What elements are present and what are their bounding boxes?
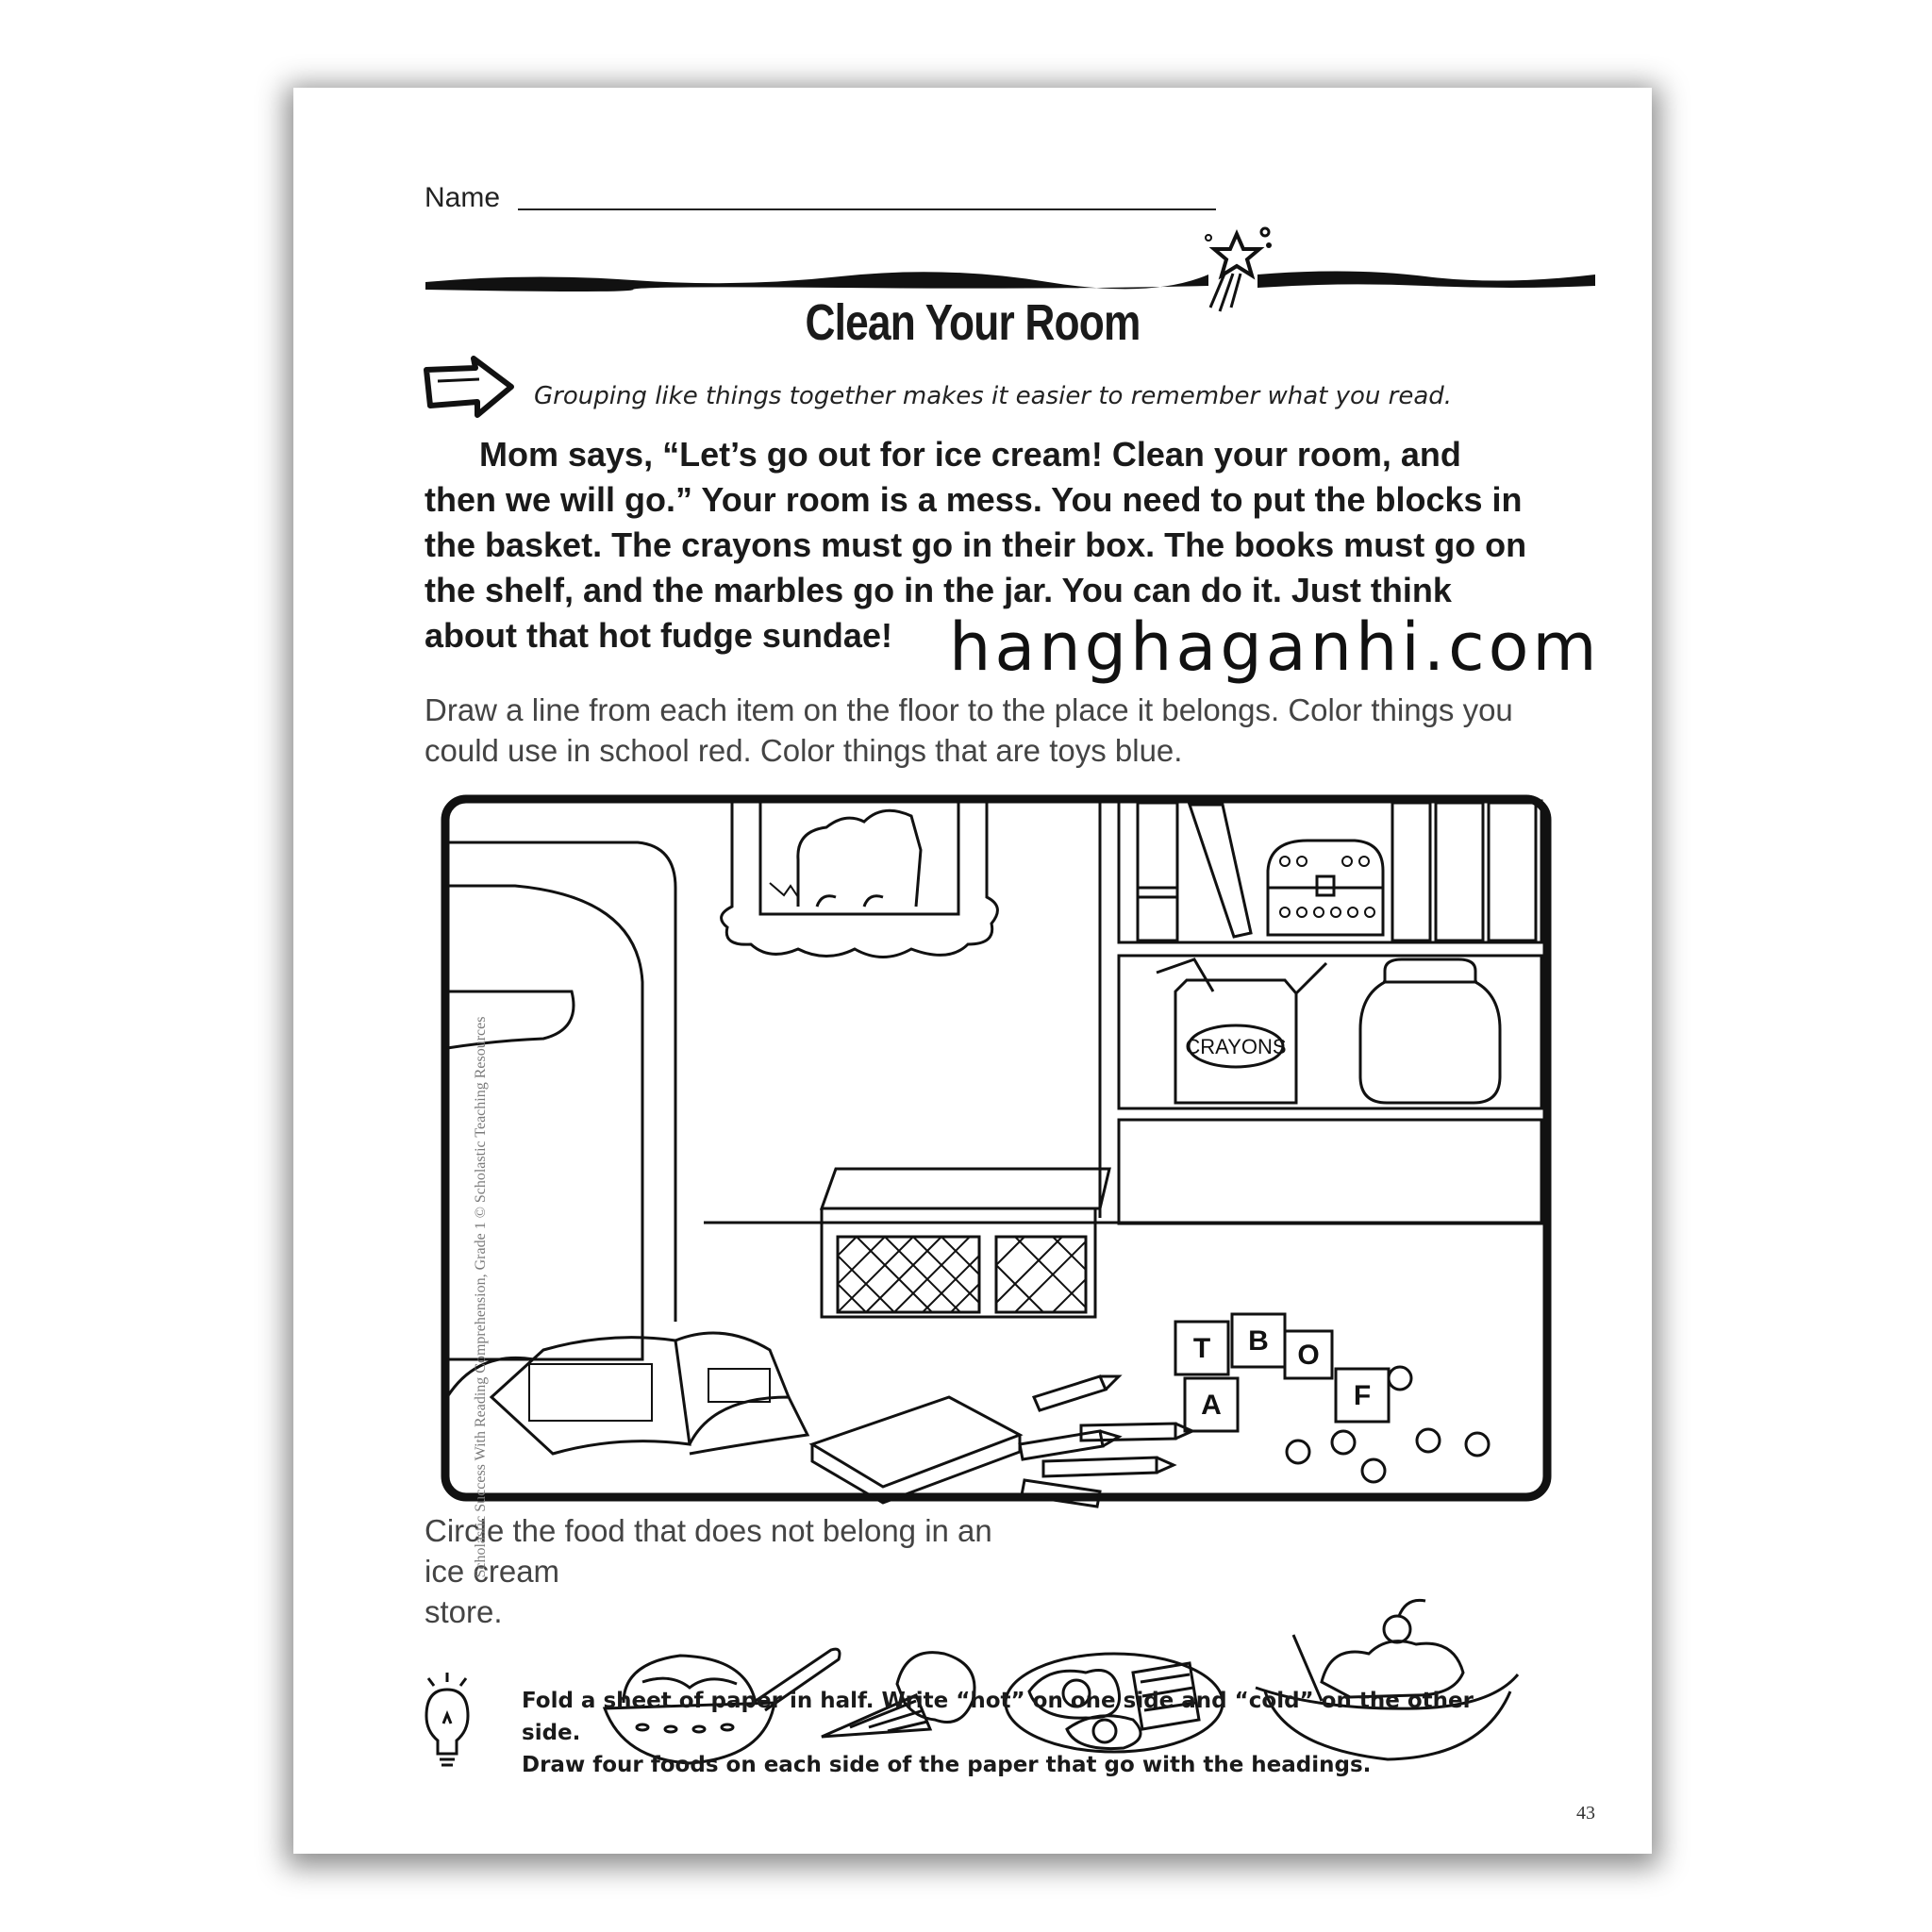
lightbulb-icon: [419, 1671, 475, 1774]
copyright-credit: Scholastic Success With Reading Comprehension, Grade 1 © Scholastic Teaching Resources: [473, 1016, 489, 1578]
worksheet-page: [293, 88, 1652, 1854]
block-letter-2: B: [1248, 1325, 1269, 1357]
extension-line-2: Draw four foods on each side of the paper that go with the headings.: [522, 1753, 1372, 1777]
block-letter-1: T: [1192, 1333, 1211, 1364]
page-title: Clean Your Room: [805, 294, 1141, 351]
extension-line-1: Fold a sheet of paper in half. Write “hot” on one side and “cold” on the other side.: [522, 1689, 1474, 1745]
story-paragraph: Mom says, “Let’s go out for ice cream! Clean your room, and then we will go.” Your room is a mess. You need to put the blocks in the basket. The crayons must go in their box. The books must go on the shelf, and the marbles go in the jar. You can do it. Just think about that hot fudge sundae!: [425, 435, 1527, 655]
block-letter-4: A: [1201, 1390, 1222, 1421]
watermark: hanghaganhi.com: [949, 608, 1601, 686]
food-question-line-1: Circle the food that does not belong in an: [425, 1513, 992, 1548]
food-question-line-2: ice cream: [425, 1554, 560, 1589]
activity-directions: Draw a line from each item on the floor to the place it belongs. Color things you could use in school red. Color things that are toys blue.: [425, 692, 1513, 768]
tip-text: Grouping like things together makes it easier to remember what you read.: [534, 382, 1453, 410]
block-letter-5: F: [1353, 1380, 1372, 1411]
food-question-line-3: store.: [425, 1594, 503, 1629]
page-number: 43: [1576, 1803, 1595, 1824]
header-rule: [293, 88, 1652, 314]
extension-activity: [522, 1685, 1512, 1781]
bedroom-illustration: [440, 793, 1553, 1503]
crayon-box-label: CRAYONS: [1185, 1035, 1287, 1058]
arrow-icon: [423, 357, 517, 423]
name-label: Name: [425, 182, 501, 213]
block-letter-3: O: [1297, 1340, 1320, 1371]
